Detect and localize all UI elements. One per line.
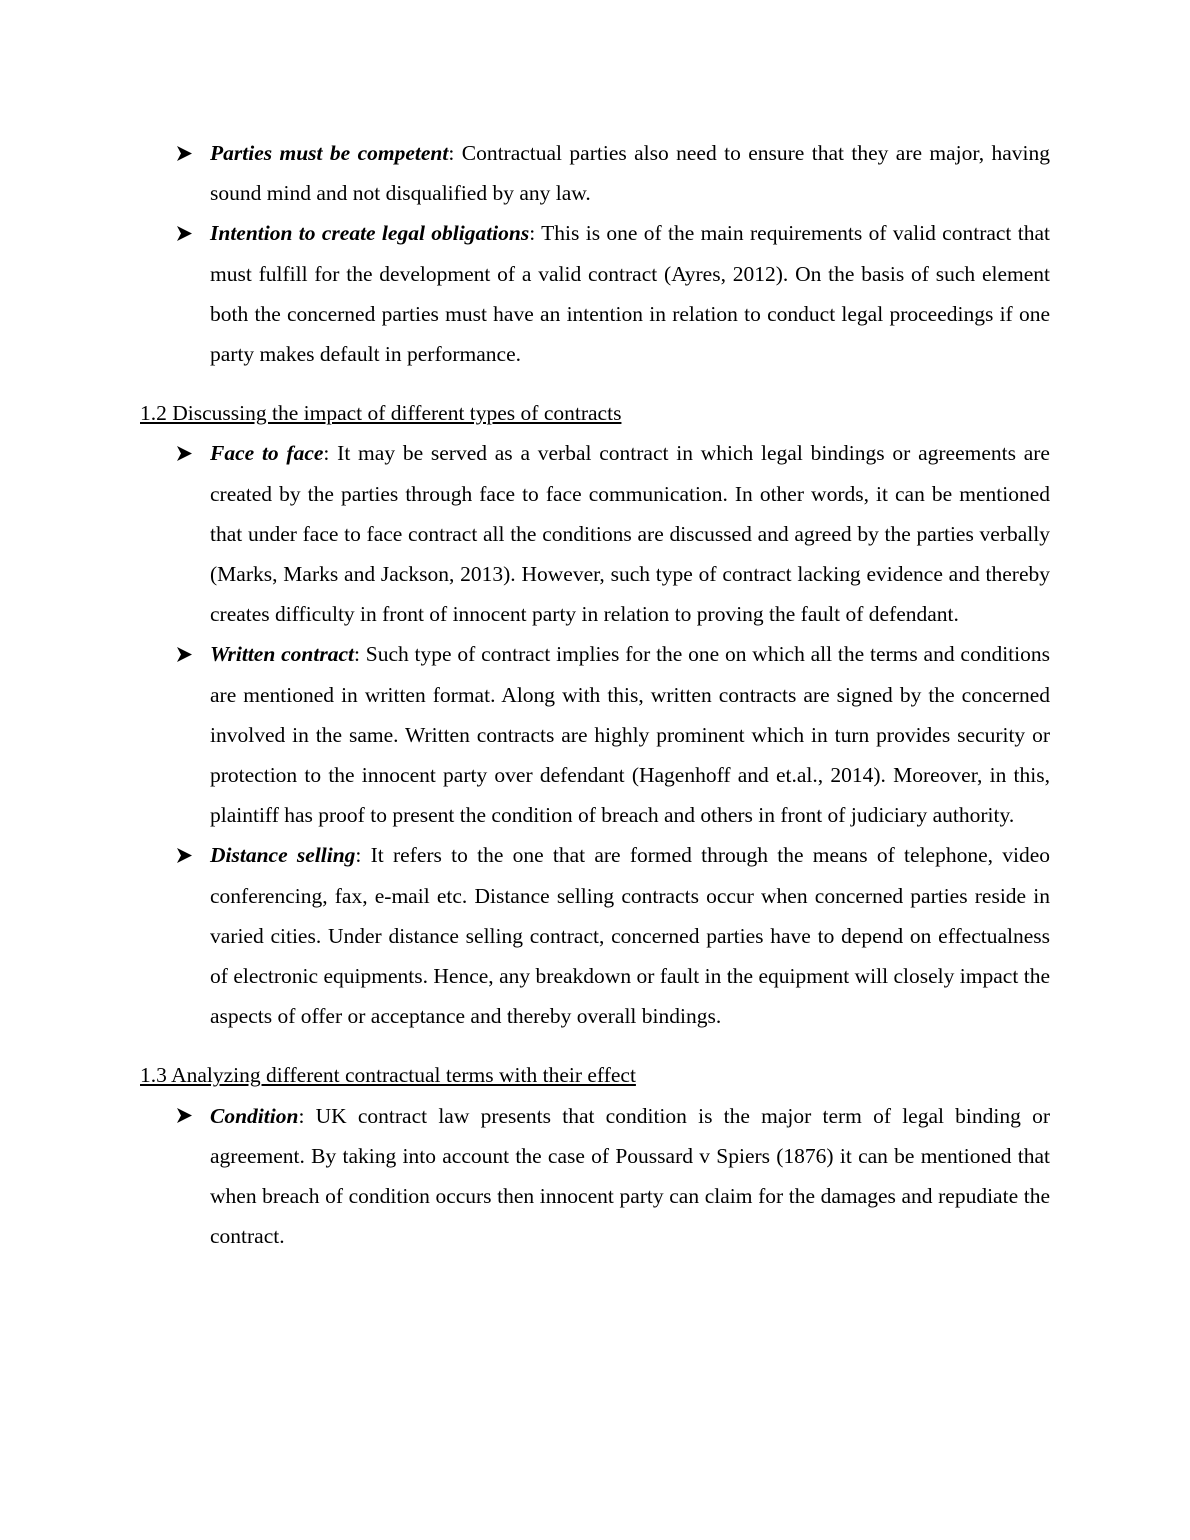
item-term: Face to face xyxy=(210,441,324,466)
arrowhead-bullet-icon xyxy=(177,835,197,875)
section-heading-contract-types: 1.2 Discussing the impact of different types of contracts xyxy=(140,401,622,426)
list-item xyxy=(140,634,1050,835)
item-text: : It refers to the one that are formed through the means of telephone, video conferencing, fax, e-mail etc. Distance selling contracts occur when concerned parties reside in varied cities. Under distance selling contract, concerned parties have to depend on effectualness of electronic equipments. Hence, any breakdown or fault in the equipment will closely impact the aspects of offer or acceptance and thereby overall bindings. xyxy=(210,843,1050,1029)
section-spacer xyxy=(140,1036,1050,1055)
list-item xyxy=(140,133,1050,213)
arrowhead-bullet-icon xyxy=(177,634,197,674)
item-term: Intention to create legal obligations xyxy=(210,221,530,246)
item-term: Written contract xyxy=(210,642,354,667)
item-text: : Contractual parties also need to ensure that they are major, having sound mind and not disqualified by any law. xyxy=(210,141,1050,206)
arrowhead-bullet-icon xyxy=(177,213,197,253)
item-text: : This is one of the main requirements of valid contract that must fulfill for the development of a valid contract (Ayres, 2012). On the basis of such element both the concerned parties must have an intention in relation to conduct legal proceedings if one party makes default in performance. xyxy=(210,221,1050,367)
item-text: : It may be served as a verbal contract in which legal bindings or agreements are created by the parties through face to face communication. In other words, it can be mentioned that under face to face contract all the conditions are discussed and agreed by the parties verbally (Marks, Marks and Jackson, 2013). However, such type of contract lacking evidence and thereby creates difficulty in front of innocent party in relation to proving the fault of defendant. xyxy=(210,441,1050,627)
item-text: : Such type of contract implies for the one on which all the terms and conditions are mentioned in written format. Along with this, written contracts are signed by the concerned involved in the same. Written contracts are highly prominent which in turn provides security or protection to the innocent party over defendant (Hagenhoff and et.al., 2014). Moreover, in this, plaintiff has proof to present the condition of breach and others in front of judiciary authority. xyxy=(210,642,1050,828)
list-item xyxy=(140,835,1050,1036)
bullet-list-requirements xyxy=(140,133,1050,374)
list-item xyxy=(140,213,1050,374)
section-spacer xyxy=(140,374,1050,393)
bullet-list-contractual-terms xyxy=(140,1096,1050,1257)
list-item xyxy=(140,1096,1050,1257)
arrowhead-bullet-icon xyxy=(177,1096,197,1136)
item-term: Condition xyxy=(210,1103,299,1128)
bullet-list-contract-types xyxy=(140,433,1050,1036)
arrowhead-bullet-icon xyxy=(177,133,197,173)
arrowhead-bullet-icon xyxy=(177,433,197,473)
item-term: Distance selling xyxy=(210,843,356,868)
item-term: Parties must be competent xyxy=(210,141,449,165)
section-heading-contractual-terms: 1.3 Analyzing different contractual terms with their effect xyxy=(140,1063,636,1088)
document-page xyxy=(140,133,1050,1256)
list-item xyxy=(140,433,1050,634)
item-text: : UK contract law presents that condition is the major term of legal binding or agreement. By taking into account the case of Poussard v Spiers (1876) it can be mentioned that when breach of condition occurs then innocent party can claim for the damages and repudiate the contract. xyxy=(210,1103,1050,1249)
